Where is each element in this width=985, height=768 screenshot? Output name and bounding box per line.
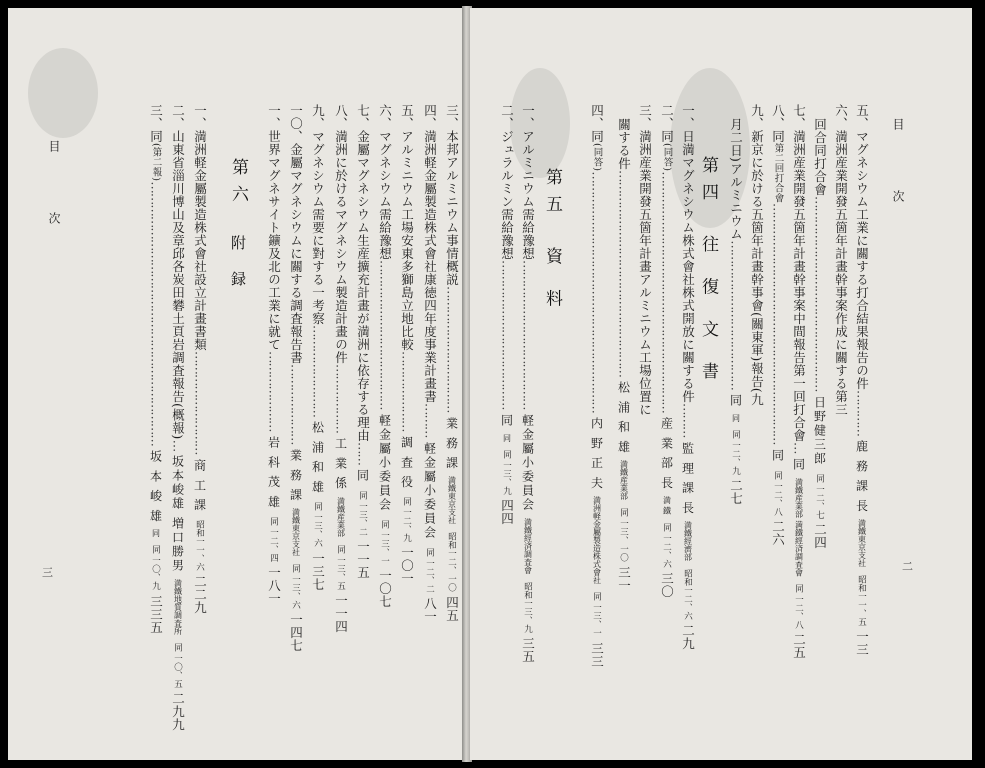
section-heading-5 — [540, 168, 565, 317]
entry-date: 同 一二、八 — [772, 470, 783, 516]
dot-leader: …… — [355, 442, 371, 465]
entry-date: 同 一三、一 — [591, 592, 602, 638]
entry-page: 三〇 — [659, 572, 675, 599]
entry-date: 昭和一一、五 — [856, 575, 867, 627]
toc-entry — [638, 104, 651, 416]
entry-page: 一〇一 — [399, 546, 415, 586]
entry-org: 同 — [731, 413, 741, 422]
toc-entry — [445, 104, 458, 622]
entry-author: 同 — [499, 413, 514, 428]
toc-entry — [660, 104, 673, 598]
entry-page: 一八一 — [266, 566, 282, 606]
dot-leader: ………………………………… — [520, 260, 536, 410]
entry-number: 五、 — [399, 104, 415, 130]
entry-author: 軽金屬小委員会 — [520, 413, 535, 512]
entry-date: 昭和一二、一〇 — [446, 532, 457, 592]
entry-author: 同 — [770, 448, 785, 463]
dot-leader: …………………………………………… — [812, 196, 828, 392]
entry-title: 新京に於ける五箇年計畫幹事會(關東軍)報告(九 — [749, 130, 765, 407]
entry-author: 松 浦 和 雄 — [616, 381, 631, 455]
dot-leader: ………………………………… — [499, 260, 515, 410]
dot-leader: ……………………… — [192, 351, 208, 455]
toc-entry — [729, 118, 742, 505]
toc-entry — [681, 104, 694, 650]
entry-author: 同 — [355, 469, 370, 483]
entry-org: 同 — [502, 433, 512, 442]
entry-author: 日野健三郎 — [812, 395, 827, 466]
entry-org: 満 鐵 — [662, 496, 672, 515]
entry-number: 九、 — [749, 104, 765, 130]
toc-entry — [500, 104, 513, 525]
entry-page: 一三七 — [310, 551, 326, 591]
entry-number: 七、 — [791, 104, 807, 130]
entry-page: 二九九 — [170, 692, 186, 732]
entry-org: 満鐵東京支社 — [857, 519, 867, 568]
entry-page: 一〇七 — [377, 568, 393, 608]
entry-title: 満洲産業開發五箇年計畫幹事案作成に關する第三 — [833, 130, 849, 416]
section-title: 附 録 — [229, 235, 247, 295]
toc-entry — [834, 104, 847, 416]
section-heading-6 — [226, 158, 251, 294]
entry-title: 同 — [148, 130, 164, 143]
entry-date: 同 一三、六 — [312, 502, 323, 548]
paper-stain — [28, 48, 98, 138]
entry-title: 山東省淄川博山及章邱各炭田礬土頁岩調査報告(概報) — [170, 130, 186, 440]
dot-leader: ……… — [680, 403, 696, 438]
entry-number: 二、 — [499, 104, 515, 130]
entry-page: 四五 — [444, 595, 460, 622]
entry-number: 二、 — [659, 104, 675, 130]
dot-leader: ……… — [422, 403, 438, 438]
entry-page: 八一 — [422, 596, 438, 623]
toc-entry — [400, 104, 413, 585]
entry-date: 同 一二、七 — [814, 473, 825, 519]
toc-entry — [617, 118, 630, 592]
entry-page: 二五 — [791, 633, 807, 660]
entry-date: 同 一三、一〇 — [618, 508, 629, 563]
entry-title: 同 — [659, 130, 675, 143]
entry-org: 満鐵東京支社 — [447, 476, 457, 525]
entry-number: 一、 — [192, 104, 208, 130]
entry-number: 六、 — [377, 104, 393, 130]
entry-page: 二六 — [770, 519, 786, 546]
toc-entry — [356, 104, 369, 579]
entry-author: 工 業 係 — [333, 437, 348, 491]
entry-number: 一、 — [520, 104, 536, 130]
toc-entry — [289, 104, 302, 652]
right-page — [470, 8, 972, 760]
entry-title: アルミニウム需給豫想 — [520, 130, 536, 260]
entry-org: 満鐵産業部 — [619, 460, 629, 501]
dot-leader: ………… — [854, 390, 870, 436]
entry-date: 同 一三、五 — [335, 544, 346, 590]
entry-title: 同 — [770, 130, 786, 143]
appendix-entry — [149, 104, 162, 634]
entry-title: マグネシウム需要に對する一考察 — [310, 130, 326, 325]
dot-leader: ……………………………………………………… — [770, 203, 786, 445]
entry-title: 満洲に於けるマグネシウム製造計畫の件 — [333, 130, 349, 364]
entry-date: 同 一三、六 — [290, 564, 301, 610]
section-heading-4 — [696, 156, 721, 390]
toc-entry — [378, 104, 391, 608]
entry-org: 満鐵産業部 — [336, 496, 346, 537]
dot-leader: … — [791, 442, 807, 454]
toc-entry — [813, 118, 826, 549]
section-number: 第六 — [228, 158, 248, 212]
dot-leader: …………………… — [310, 325, 326, 417]
entry-title: マグネシウム需給豫想 — [377, 130, 393, 260]
right-page-number: 二 — [902, 560, 913, 573]
dot-leader: ……………… — [333, 364, 349, 433]
entry-date: 同 一二、九 — [730, 429, 741, 476]
toc-entry — [792, 104, 805, 659]
entry-page: 三五 — [520, 636, 536, 663]
entry-page: 一四七 — [288, 613, 304, 653]
dot-leader: ………………… — [266, 351, 282, 432]
toc-entry — [855, 104, 868, 656]
entry-page: 三三五 — [148, 594, 164, 634]
entry-org: 満洲軽金屬製造株式會社 — [592, 496, 602, 585]
left-page-number: 三 — [42, 566, 53, 579]
entry-note: (同答) — [661, 143, 673, 172]
entry-title: 満洲軽金屬製造株式會社設立計畫書類 — [192, 130, 208, 351]
section-number: 第五 — [542, 168, 562, 222]
entry-author: 業 務 課 — [444, 416, 459, 471]
entry-number: 一、 — [680, 104, 696, 130]
entry-number: 八、 — [333, 104, 349, 130]
section-title: 資 料 — [542, 247, 562, 317]
entry-title: 世界マグネサイト鑛及北の工業に就て — [266, 130, 282, 351]
entry-author: 業 務 課 — [288, 448, 303, 503]
entry-date: 同 一二、二 — [424, 547, 435, 593]
entry-number: 六、 — [833, 104, 849, 130]
entry-date: 同 一三、九 — [501, 449, 512, 495]
entry-author: 軽金屬小委員会 — [377, 413, 392, 512]
entry-org: 満鐵地質調査所 — [173, 579, 183, 636]
entry-author: 同 — [728, 393, 743, 408]
entry-number: 一、 — [266, 104, 282, 130]
entry-author: 産 業 部 長 — [659, 416, 674, 491]
entry-date: 同 一二、六 — [661, 522, 672, 569]
toc-entry — [521, 104, 534, 663]
dot-leader: ……………………………………………… — [616, 170, 632, 377]
toc-entry — [771, 104, 784, 546]
appendix-entry — [171, 104, 184, 731]
entry-page: 二二九 — [192, 575, 208, 615]
entry-number: 五、 — [854, 104, 870, 130]
entry-title: アルミニウム工場安東多獅島立地比較 — [399, 130, 415, 351]
entry-date: 昭和一三、九 — [522, 581, 533, 633]
dot-leader: ……………………………………………………… — [659, 171, 675, 413]
toc-entry — [334, 104, 347, 633]
entry-author: 同 — [791, 457, 806, 472]
entry-page: 二七 — [728, 479, 744, 506]
entry-title: 關する件 — [616, 118, 632, 170]
entry-note: (同答) — [591, 143, 603, 172]
entry-date: 同 一二、四 — [268, 516, 279, 563]
entry-org: 満鐵經済調査會 — [523, 517, 533, 574]
entry-number: 九、 — [310, 104, 326, 130]
entry-title: 月二日)アルミニウム — [728, 118, 744, 241]
entry-date: 同 一二、九 — [401, 497, 412, 543]
left-page-runner: 目 次 — [47, 140, 61, 252]
entry-author: 商 工 課 — [192, 458, 207, 513]
dot-leader: ………………… — [288, 364, 304, 445]
entry-title: 本邦アルミニウム事情概説 — [444, 130, 460, 286]
toc-entry — [423, 104, 436, 623]
entry-number: 三、 — [637, 104, 653, 130]
entry-date: 昭和一二、六 — [682, 568, 693, 620]
dot-leader: ………………… — [399, 351, 415, 432]
entry-title: 満洲産業開發五箇年計畫アルミニウム工場位置に — [637, 130, 653, 416]
toc-entry — [311, 104, 324, 591]
entry-author: 坂 本 峻 雄 — [148, 449, 163, 524]
entry-title: 日満マグネシウム株式會社株式開放に關する件 — [680, 130, 696, 403]
entry-author: 監 理 課 長 — [680, 441, 695, 515]
section-title: 往 復 文 書 — [698, 235, 718, 390]
entry-title: マグネシウム工業に關する打合結果報告の件 — [854, 130, 870, 390]
entry-date: 同 一〇、五 — [172, 643, 183, 689]
entry-number: 三、 — [148, 104, 164, 130]
right-page-runner: 目 次 — [891, 118, 905, 230]
entry-date: 同 一三、一 — [379, 519, 390, 565]
entry-author: 調 査 役 — [399, 435, 414, 490]
dot-leader: … — [170, 439, 186, 452]
entry-title: 金屬マグネシウム生産擴充計畫が満洲に依存する理由 — [355, 130, 371, 442]
entry-page: 一三 — [854, 630, 870, 657]
entry-page: 三三 — [589, 641, 605, 668]
entry-number: 四、 — [589, 104, 605, 130]
entry-page: 四四 — [499, 498, 515, 525]
entry-page: 三一 — [616, 566, 632, 593]
toc-entry — [267, 104, 280, 605]
entry-page: 一一五 — [355, 540, 371, 580]
entry-author: 軽金屬小委員会 — [422, 441, 437, 540]
entry-date: 昭和一一、六 — [194, 520, 205, 572]
entry-org: 同 — [151, 529, 161, 538]
entry-org: 満鐵經濟部 — [683, 520, 693, 561]
toc-entry — [590, 104, 603, 668]
dot-leader: ……………………………………………………… — [589, 171, 605, 413]
dot-leader: …………………………………………………………… — [148, 181, 164, 446]
appendix-entry — [193, 104, 206, 614]
entry-title: 金屬マグネシウムに關する調査報告書 — [288, 143, 304, 364]
entry-date: 同 一二、八 — [793, 584, 804, 630]
paper-stain — [510, 68, 570, 178]
dot-leader: ………………………………… — [377, 260, 393, 410]
entry-note: (第二報) — [150, 143, 162, 182]
entry-author: 坂本峻雄 増口勝男 — [170, 455, 185, 574]
entry-number: 七、 — [355, 104, 371, 130]
entry-org: 満鐵産業部 満鐵經済調査會 — [794, 477, 804, 577]
entry-author: 岩 科 茂 雄 — [266, 435, 281, 509]
entry-page: 一一四 — [333, 593, 349, 633]
entry-number: 二、 — [170, 104, 186, 130]
entry-author: 鹿 務 課 長 — [854, 440, 869, 514]
dot-leader: …………………………… — [444, 286, 460, 413]
entry-number: 一〇、 — [288, 104, 304, 143]
entry-author: 内 野 正 夫 — [589, 416, 604, 491]
entry-note: 第二回打合會 — [772, 143, 784, 203]
toc-entry — [750, 104, 763, 406]
section-number: 第四 — [698, 156, 718, 210]
entry-org: 満鐵東京支社 — [291, 508, 301, 557]
entry-page: 二九 — [680, 623, 696, 650]
entry-number: 四、 — [422, 104, 438, 130]
entry-title: 満洲産業開發五箇年計畫幹事案中間報告第一回打合會 — [791, 130, 807, 442]
entry-date: 同 一〇、九 — [150, 545, 161, 591]
entry-number: 三、 — [444, 104, 460, 130]
entry-title: 満洲軽金屬製造株式會社康徳四年度事業計畫書 — [422, 130, 438, 403]
entry-author: 松 浦 和 雄 — [310, 421, 325, 495]
entry-date: 同 一三、二 — [357, 491, 368, 537]
entry-title: 同 — [589, 130, 605, 143]
entry-number: 八、 — [770, 104, 786, 130]
left-page — [8, 8, 467, 760]
entry-title: 回合同打合會 — [812, 118, 828, 196]
entry-page: 二四 — [812, 522, 828, 549]
dot-leader: ………………………………… — [728, 240, 744, 390]
entry-title: ジュラルミン需給豫想 — [499, 130, 515, 260]
